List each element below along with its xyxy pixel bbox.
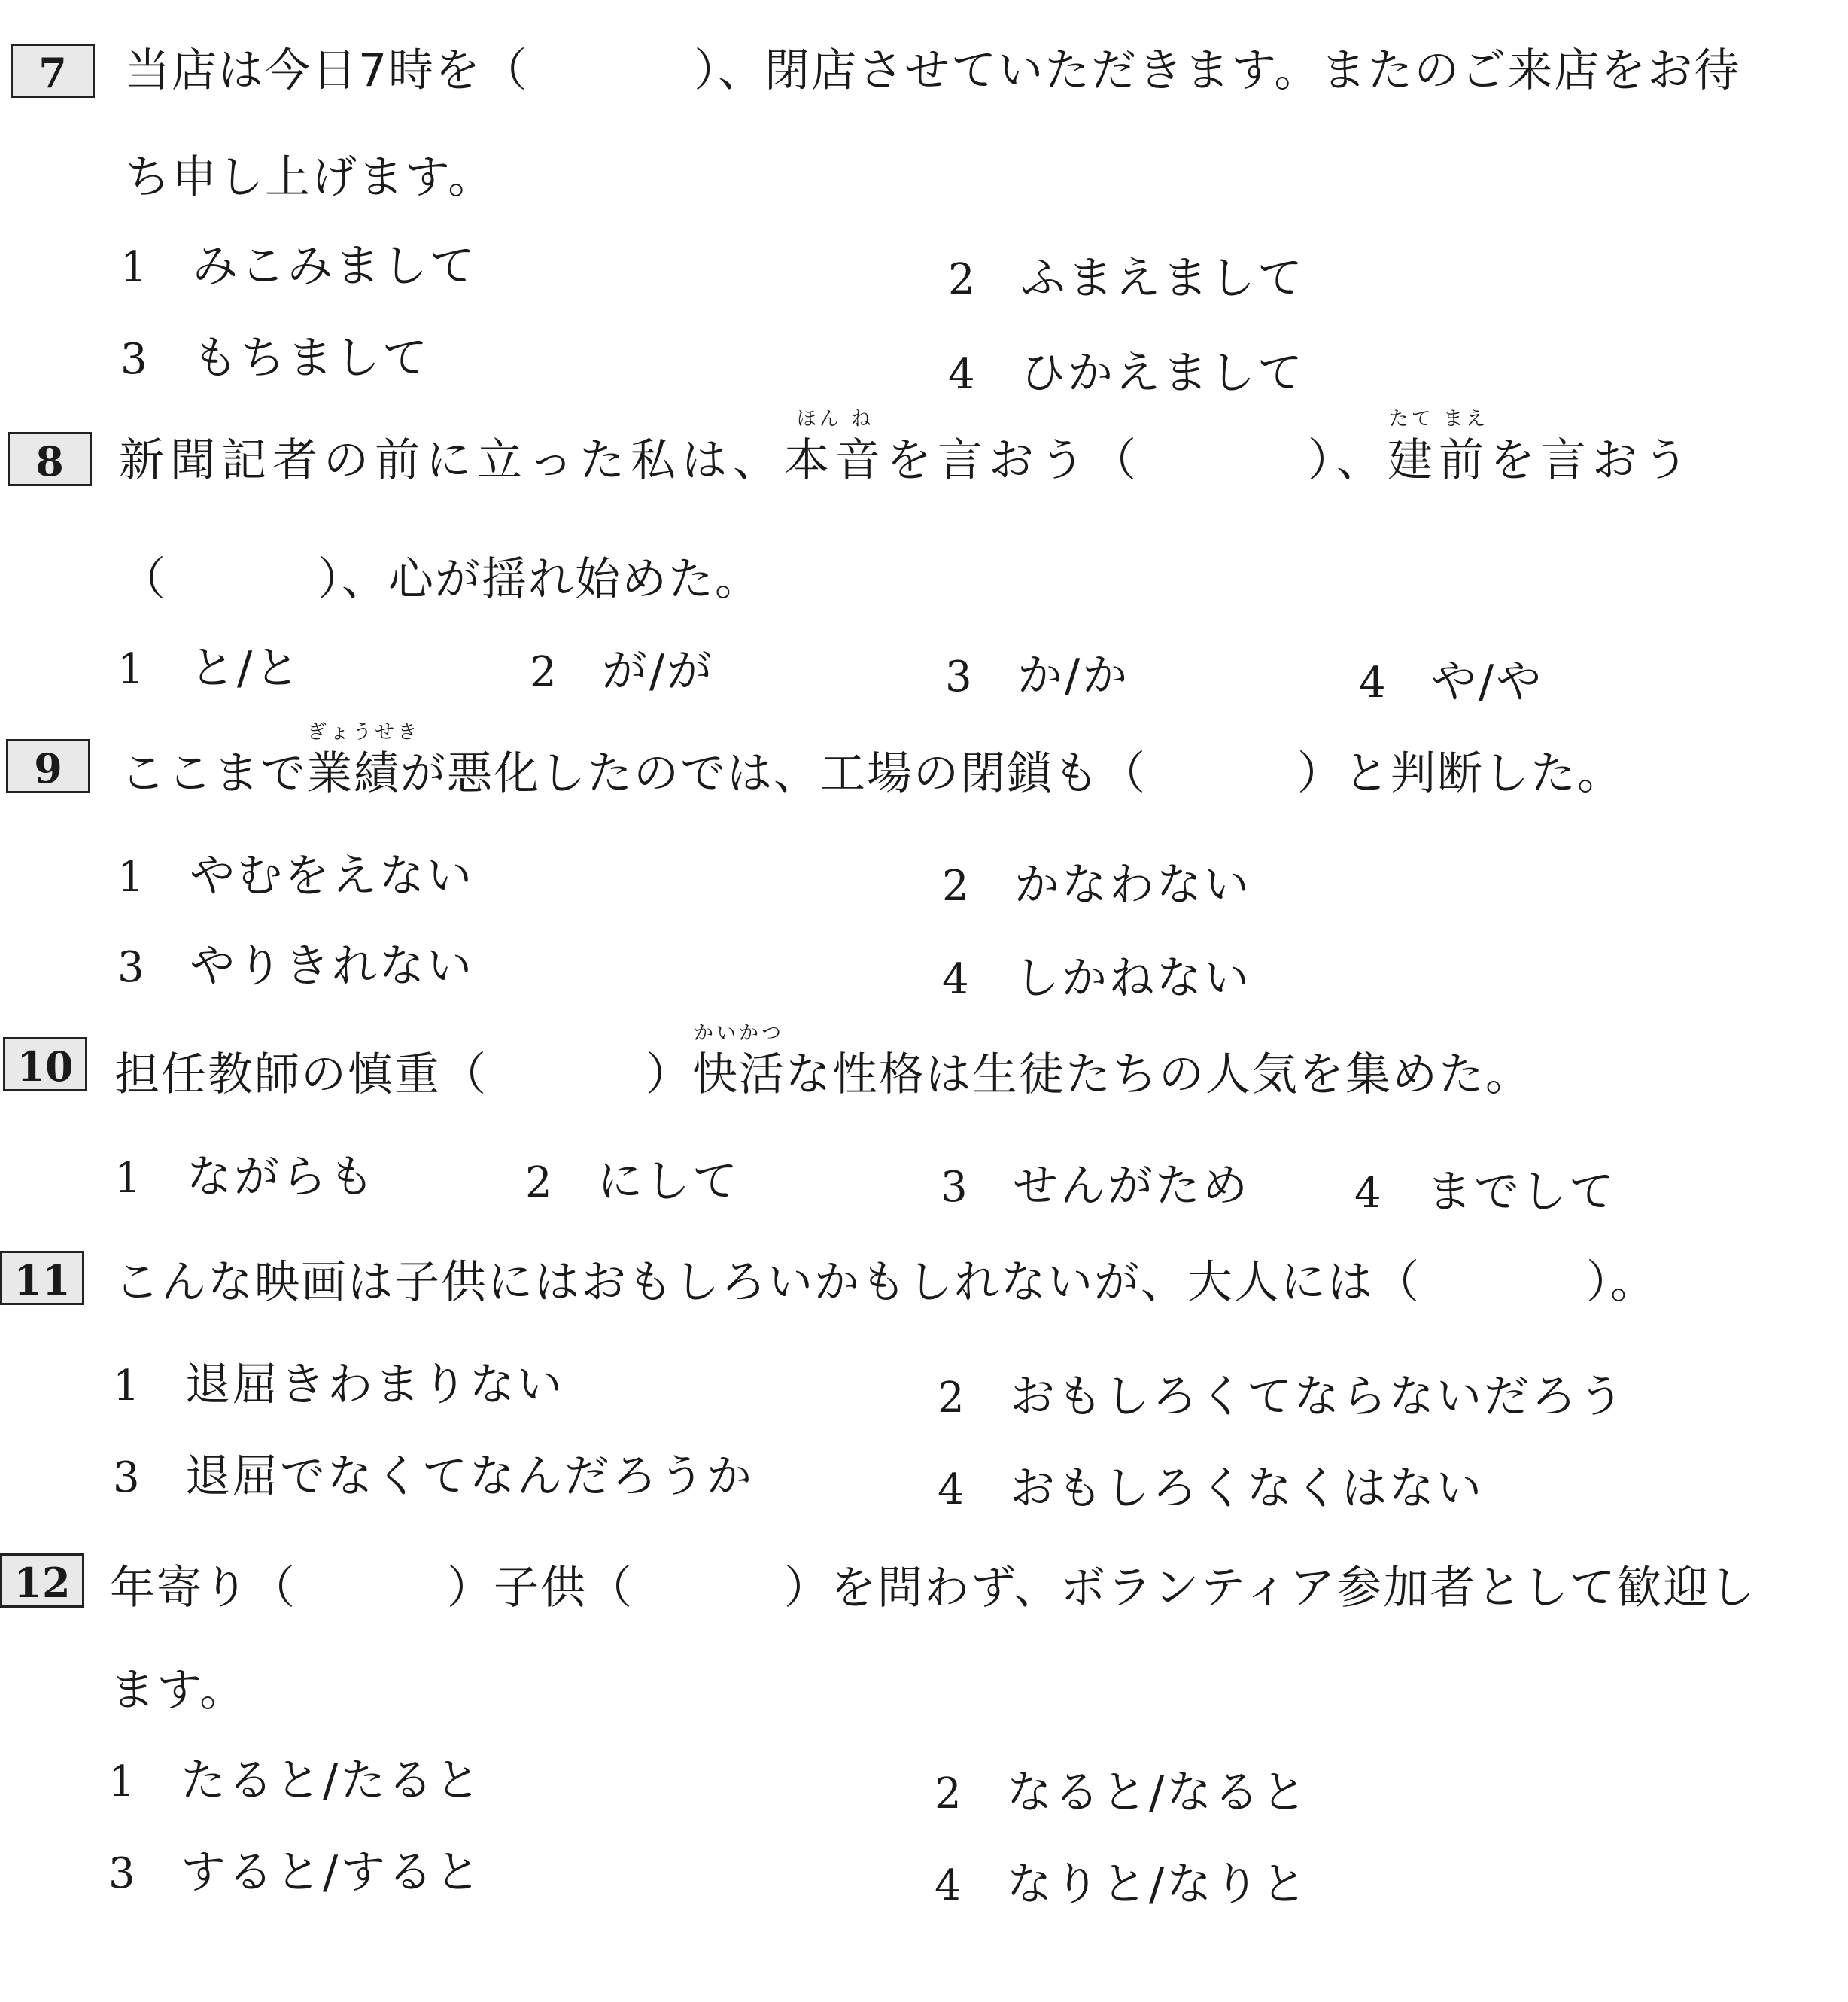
- question-8-stem-line-1: 新聞記者の前に立った私は、 ほん ね 本音を言おう（ ）、 たて まえ 建前を言おう: [119, 431, 1695, 491]
- question-12-option-2: 2 なると/なると: [935, 1766, 1309, 1819]
- question-11-option-3: 3 退屈でなくてなんだろうか: [113, 1450, 754, 1503]
- question-number-8: 8: [8, 432, 92, 486]
- question-10-option-2: 2 にして: [525, 1155, 740, 1208]
- question-12-stem-line-1: 年寄り（ ）子供（ ）を問わず、ボランティア参加者として歓迎し: [110, 1562, 1757, 1614]
- question-number-12: 12: [0, 1553, 84, 1608]
- question-8-option-2: 2 が/が: [530, 645, 715, 698]
- question-7-stem-part: ）、閉店させていただきます。またのご来店をお待: [694, 44, 1741, 97]
- question-8-option-1: 1 と/と: [117, 642, 302, 695]
- ruby-kaikatsu: かいかつ 快活: [692, 1022, 786, 1101]
- question-11-stem-line-1: こんな映画は子供にはおもしろいかもしれないが、大人には（ ）。: [114, 1256, 1657, 1309]
- ruby-honne: ほん ね 本音: [784, 408, 886, 487]
- question-number-9: 9: [6, 739, 90, 793]
- question-7-stem-line-2: ち申し上げます。: [125, 151, 495, 204]
- question-9-stem-line-1: ここまで ぎょうせき 業績が悪化したのでは、工場の閉鎖も（ ）と判断した。: [120, 744, 1624, 804]
- question-9-option-4: 4 しかねない: [942, 952, 1251, 1005]
- question-7-option-2: 2 ふまえまして: [948, 252, 1305, 305]
- question-8-stem-line-2: （ ）、心が揺れ始めた。: [120, 553, 761, 606]
- question-10-option-1: 1 ながらも: [114, 1151, 376, 1203]
- question-12-option-4: 4 なりと/なりと: [935, 1858, 1309, 1911]
- ruby-gyouseki: ぎょうせき 業績: [307, 721, 421, 800]
- question-7-stem-line-1: [125, 41, 1740, 101]
- question-11-option-4: 4 おもしろくなくはない: [938, 1462, 1484, 1515]
- question-10-option-3: 3 せんがため: [941, 1160, 1250, 1212]
- question-12-stem-line-2: ます。: [110, 1664, 247, 1717]
- question-10-stem-line-1: 担任教師の慎重（ ） かいかつ 快活な性格は生徒たちの人気を集めた。: [114, 1045, 1532, 1105]
- question-9-option-2: 2 かなわない: [942, 859, 1251, 911]
- question-11-option-2: 2 おもしろくてならないだろう: [938, 1371, 1626, 1423]
- question-number-7: 7: [11, 44, 95, 98]
- question-9-option-3: 3 やりきれない: [117, 940, 474, 993]
- question-8-option-3: 3 か/か: [945, 650, 1130, 702]
- question-number-11: 11: [0, 1251, 84, 1305]
- question-12-option-3: 3 すると/すると: [108, 1846, 483, 1899]
- question-8-option-4: 4 や/や: [1359, 656, 1544, 708]
- question-12-option-1: 1 たると/たると: [108, 1754, 483, 1807]
- question-7-option-4: 4 ひかえまして: [948, 347, 1305, 400]
- question-number-10: 10: [3, 1037, 87, 1091]
- question-7-stem-part: 当店は今日7時を（: [125, 44, 529, 97]
- question-10-option-4: 4 までして: [1354, 1166, 1616, 1219]
- ruby-tatemae: たて まえ 建前: [1388, 408, 1490, 487]
- question-11-option-1: 1 退屈きわまりない: [113, 1358, 564, 1411]
- question-7-option-1: 1 みこみまして: [120, 240, 477, 293]
- question-7-option-3: 3 もちまして: [120, 332, 430, 385]
- question-9-option-1: 1 やむをえない: [117, 850, 474, 902]
